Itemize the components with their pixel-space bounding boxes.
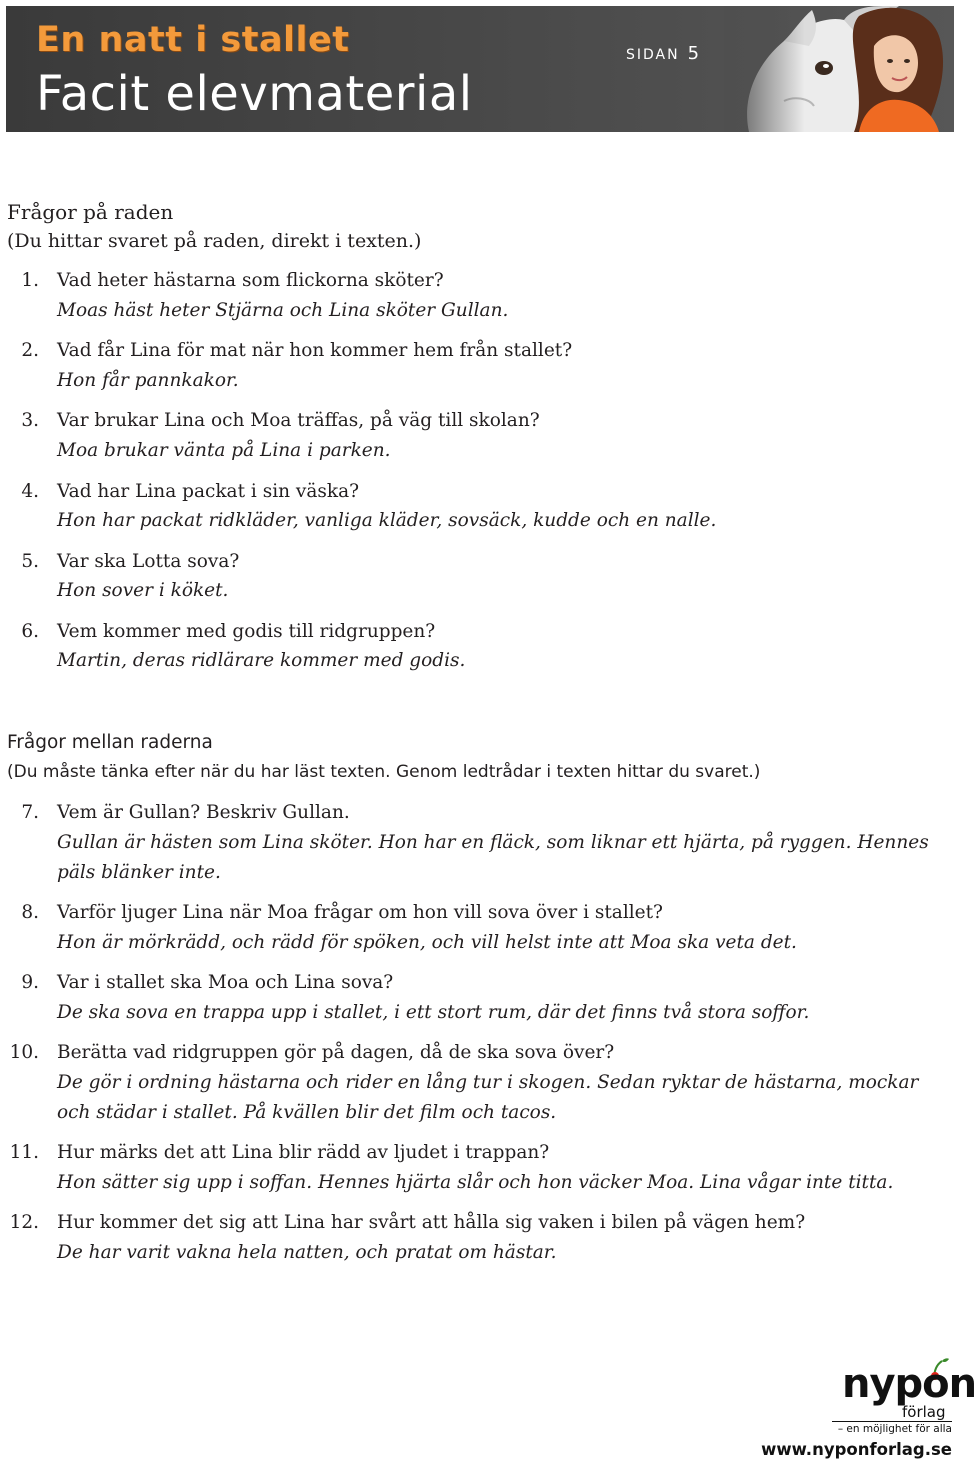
question-number: 1. <box>21 270 39 291</box>
question-text: Vem kommer med godis till ridgruppen? <box>57 621 436 642</box>
section1-subtitle: (Du hittar svaret på raden, direkt i texten.) <box>7 230 422 252</box>
section2-subtitle: (Du måste tänka efter när du har läst texten. Genom ledtrådar i texten hittar du svaret.) <box>7 762 761 782</box>
question-number: 9. <box>21 972 39 993</box>
logo-sub: förlag <box>902 1403 946 1421</box>
question-text: Hur märks det att Lina blir rädd av ljudet i trappan? <box>57 1142 550 1163</box>
logo-name: nypon <box>842 1361 976 1407</box>
question-text: Hur kommer det sig att Lina har svårt att hålla sig vaken i bilen på vägen hem? <box>57 1212 806 1233</box>
question-number: 10. <box>9 1042 39 1063</box>
answer-text: Martin, deras ridlärare kommer med godis. <box>57 650 466 671</box>
question-text: Var brukar Lina och Moa träffas, på väg till skolan? <box>57 410 540 431</box>
horse-girl-illustration <box>724 6 954 132</box>
question-number: 11. <box>9 1142 39 1163</box>
question-text: Vad heter hästarna som flickorna sköter? <box>57 270 444 291</box>
question-text: Varför ljuger Lina när Moa frågar om hon vill sova över i stallet? <box>57 902 663 923</box>
question-text: Vad får Lina för mat när hon kommer hem från stallet? <box>57 340 573 361</box>
website-url[interactable]: www.nyponforlag.se <box>761 1440 952 1459</box>
answer-text: Hon får pannkakor. <box>57 370 239 391</box>
answer-text: De ska sova en trappa upp i stallet, i ett stort rum, där det finns två stora soffor. <box>57 1002 810 1023</box>
question-number: 6. <box>21 621 39 642</box>
answer-text: Hon sover i köket. <box>57 580 229 601</box>
page-label: SIDAN <box>626 47 680 63</box>
question-text: Vem är Gullan? Beskriv Gullan. <box>57 802 350 823</box>
series-title: En natt i stallet <box>36 20 350 60</box>
page-number: 5 <box>687 43 700 64</box>
answer-text: De gör i ordning hästarna och rider en lång tur i skogen. Sedan ryktar de hästarna, mockar och städar i stallet. På kvällen blir det film och tacos. <box>57 1072 919 1123</box>
section1-title: Frågor på raden <box>7 200 174 224</box>
answer-text: Hon har packat ridkläder, vanliga kläder, sovsäck, kudde och en nalle. <box>57 510 717 531</box>
question-text: Berätta vad ridgruppen gör på dagen, då de ska sova över? <box>57 1042 615 1063</box>
question-number: 7. <box>21 802 39 823</box>
question-text: Var i stallet ska Moa och Lina sova? <box>57 972 394 993</box>
answer-text: Moa brukar vänta på Lina i parken. <box>57 440 391 461</box>
answer-text: Hon är mörkrädd, och rädd för spöken, och vill helst inte att Moa ska veta det. <box>57 932 797 953</box>
question-number: 5. <box>21 551 39 572</box>
answer-text: Moas häst heter Stjärna och Lina sköter Gullan. <box>57 300 509 321</box>
question-text: Vad har Lina packat i sin väska? <box>57 481 360 502</box>
question-number: 2. <box>21 340 39 361</box>
document-title: Facit elevmaterial <box>36 66 473 122</box>
question-number: 12. <box>9 1212 39 1233</box>
section2-title: Frågor mellan raderna <box>7 732 213 753</box>
question-text: Var ska Lotta sova? <box>57 551 240 572</box>
question-number: 3. <box>21 410 39 431</box>
answer-text: Hon sätter sig upp i soffan. Hennes hjärta slår och hon väcker Moa. Lina vågar inte titta. <box>57 1172 894 1193</box>
logo-tagline: – en möjlighet för alla <box>832 1421 952 1435</box>
question-number: 8. <box>21 902 39 923</box>
answer-text: De har varit vakna hela natten, och pratat om hästar. <box>57 1242 557 1263</box>
page-indicator <box>626 43 699 64</box>
question-number: 4. <box>21 481 39 502</box>
answer-text: Gullan är hästen som Lina sköter. Hon har en fläck, som liknar ett hjärta, på ryggen. Hennes päls blänker inte. <box>57 832 929 883</box>
header-banner <box>6 6 954 132</box>
